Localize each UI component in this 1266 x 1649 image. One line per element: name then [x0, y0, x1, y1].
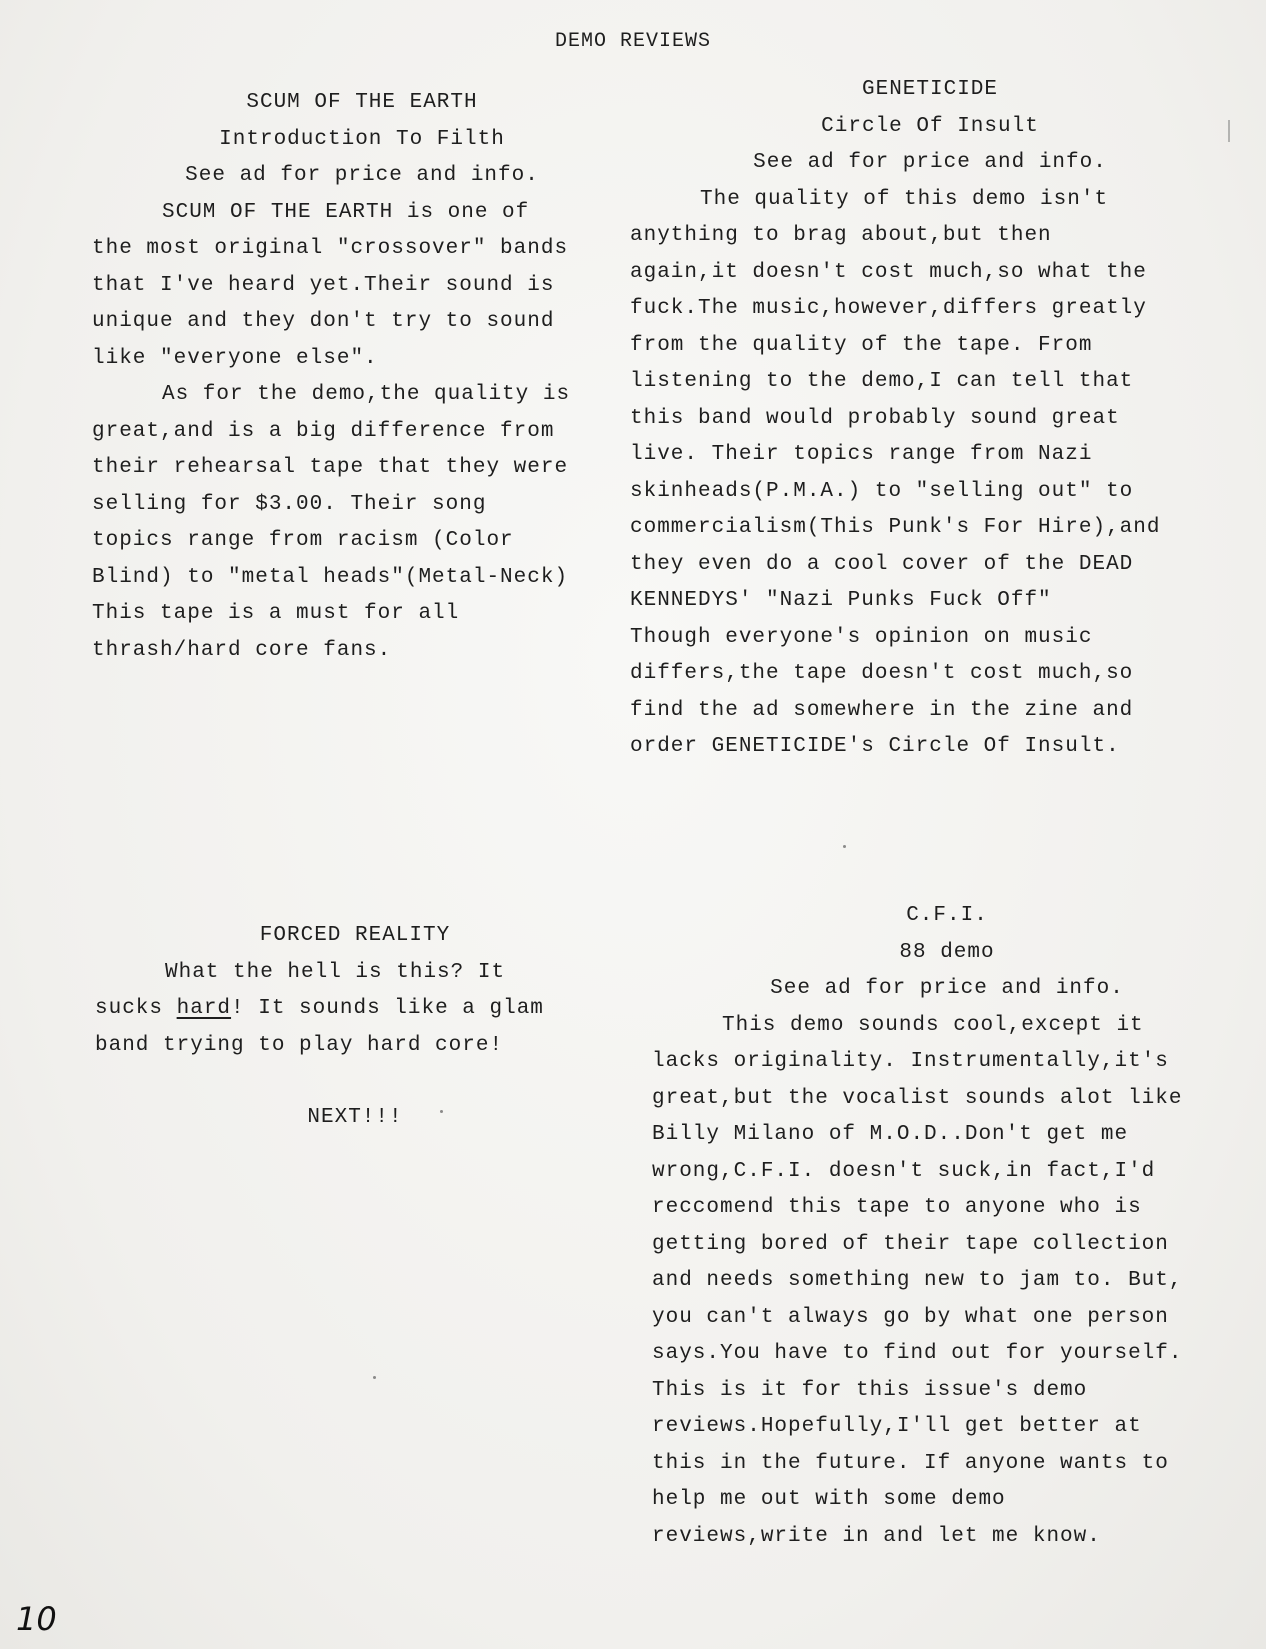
review-line: wrong,C.F.I. doesn't suck,in fact,I'd [652, 1159, 1156, 1183]
review-line: this band would probably sound great [630, 406, 1120, 430]
review-line: selling for $3.00. Their song [92, 492, 487, 516]
demo-title: 88 demo [899, 940, 995, 964]
page-title: DEMO REVIEWS [554, 30, 712, 53]
price-info: See ad for price and info. [753, 151, 1107, 174]
ink-speck [843, 845, 846, 848]
review-line: The quality of this demo isn't [700, 187, 1109, 211]
band-name: SCUM OF THE EARTH [246, 91, 478, 114]
review-line: KENNEDYS' "Nazi Punks Fuck Off" [630, 589, 1052, 612]
review-line: This tape is a must for all [92, 602, 460, 625]
review-line: Billy Milano of M.O.D..Don't get me [652, 1123, 1129, 1146]
underlined-word: hard [176, 997, 232, 1020]
review-cfi [652, 898, 1242, 1555]
review-line: skinheads(P.M.A.) to "selling out" to [630, 479, 1134, 503]
demo-title: Introduction To Filth [219, 127, 505, 151]
review-line: help me out with some demo [652, 1488, 1006, 1511]
page-number: 10 [16, 1600, 57, 1638]
review-line: from the quality of the tape. From [630, 333, 1093, 357]
review-line: listening to the demo,I can tell that [630, 370, 1134, 393]
review-line [95, 991, 615, 1028]
ink-speck [373, 1376, 376, 1379]
review-line: commercialism(This Punk's For Hire),and [630, 516, 1161, 539]
review-line: live. Their topics range from Nazi [630, 443, 1093, 466]
review-line: great,and is a big difference from [92, 419, 555, 443]
review-line: getting bored of their tape collection [652, 1232, 1169, 1256]
review-line: This is it for this issue's demo [652, 1378, 1088, 1402]
review-line: band trying to play hard core! [95, 1033, 504, 1057]
scan-mark [1228, 120, 1230, 142]
review-line: reccomend this tape to anyone who is [652, 1196, 1142, 1219]
review-line: unique and they don't try to sound [92, 310, 555, 333]
review-line: anything to brag about,but then [630, 224, 1052, 247]
review-forced-reality [95, 918, 615, 1137]
review-line: reviews.Hopefully,I'll get better at [652, 1415, 1142, 1438]
review-line: their rehearsal tape that they were [92, 456, 569, 479]
review-line: order GENETICIDE's Circle Of Insult. [630, 735, 1120, 758]
review-line: find the ad somewhere in the zine and [630, 698, 1134, 722]
review-line: this in the future. If anyone wants to [652, 1451, 1169, 1475]
review-line: Though everyone's opinion on music [630, 625, 1093, 649]
review-line: differs,the tape doesn't cost much,so [630, 662, 1134, 685]
review-line: great,but the vocalist sounds alot like [652, 1086, 1183, 1110]
price-info: See ad for price and info. [185, 164, 539, 187]
review-line: and needs something new to jam to. But, [652, 1269, 1183, 1292]
closing-remark: NEXT!!! [307, 1106, 403, 1129]
review-line: the most original "crossover" bands [92, 237, 569, 260]
review-line: Blind) to "metal heads"(Metal-Neck) [92, 565, 569, 589]
price-info: See ad for price and info. [770, 977, 1124, 1000]
review-line: fuck.The music,however,differs greatly [630, 297, 1147, 320]
review-line: topics range from racism (Color [92, 529, 514, 552]
review-geneticide [630, 72, 1230, 766]
review-line: they even do a cool cover of the DEAD [630, 552, 1134, 576]
review-line: What the hell is this? It [165, 960, 506, 984]
review-line: like "everyone else". [92, 346, 378, 370]
review-line: again,it doesn't cost much,so what the [630, 260, 1147, 284]
demo-title: Circle Of Insult [821, 114, 1039, 138]
band-name: GENETICIDE [861, 78, 999, 101]
review-line: lacks originality. Instrumentally,it's [652, 1050, 1169, 1073]
review-scum-of-the-earth [92, 85, 632, 669]
review-text: ! It sounds like a glam [231, 997, 544, 1020]
band-name: FORCED REALITY [259, 924, 451, 947]
review-line: says.You have to find out for yourself. [652, 1342, 1183, 1365]
review-line: This demo sounds cool,except it [722, 1013, 1144, 1037]
band-name: C.F.I. [906, 904, 988, 927]
review-line: reviews,write in and let me know. [652, 1524, 1101, 1548]
review-line: that I've heard yet.Their sound is [92, 273, 555, 297]
review-line: As for the demo,the quality is [162, 383, 571, 406]
review-line: SCUM OF THE EARTH is one of [162, 200, 530, 224]
review-line: you can't always go by what one person [652, 1305, 1169, 1329]
review-text: sucks [95, 997, 177, 1020]
review-line: thrash/hard core fans. [92, 638, 392, 662]
ink-speck [440, 1110, 443, 1113]
